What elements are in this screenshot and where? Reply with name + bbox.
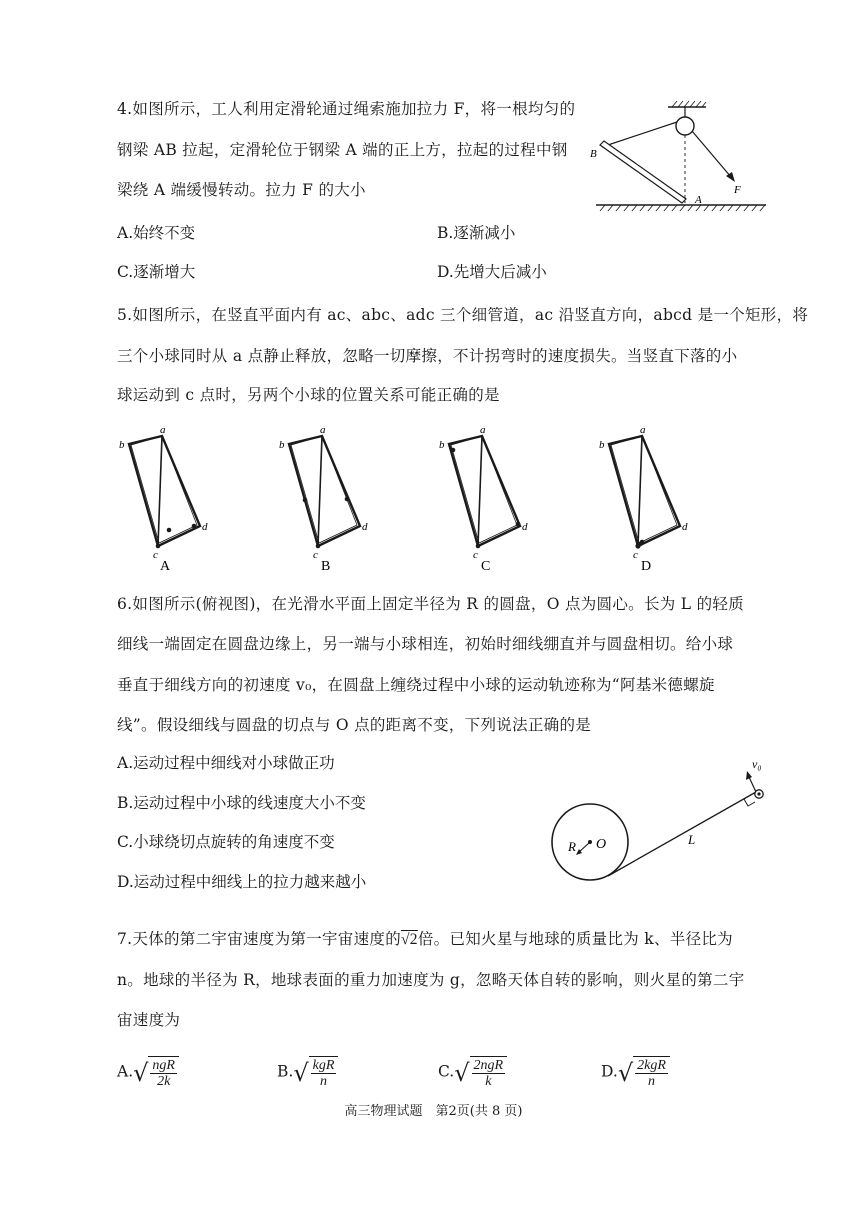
q4-option-c: C.逐渐增大 (117, 263, 196, 281)
label-d: d (202, 521, 208, 533)
ball-adc (345, 497, 350, 502)
rectangle-abcd (289, 436, 360, 546)
vertical-tube-ac (158, 436, 162, 546)
q6-option-b: B.运动过程中小球的线速度大小不变 (117, 794, 366, 812)
rectangle-abcd (609, 436, 680, 546)
ball-adc (192, 524, 197, 529)
q4-option-d: D.先增大后减小 (437, 263, 547, 281)
label-c: c (473, 549, 478, 561)
q5-figure-d (592, 420, 702, 575)
ball-abc (303, 498, 308, 503)
caption-c: C (481, 559, 491, 574)
q6-line2: 细线一端固定在圆盘边缘上，另一端与小球相连，初始时细线绷直并与圆盘相切。给小球 (117, 635, 734, 653)
q7-option-a (117, 1056, 179, 1089)
label-o: O (596, 837, 607, 852)
label-b: b (439, 439, 445, 451)
q4-line1: 4.如图所示，工人利用定滑轮通过绳索施加拉力 F，将一根均匀的 (117, 100, 576, 118)
fraction (148, 1056, 179, 1089)
caption-d: D (641, 559, 652, 574)
rectangle-abcd (449, 436, 520, 546)
label-b: B (590, 148, 597, 160)
q7-line3: 宙速度为 (117, 1011, 181, 1029)
q7-option-d (601, 1056, 670, 1089)
option-letter: D. (601, 1062, 618, 1081)
velocity-line (749, 777, 756, 792)
q6-line4: 线”。假设细线与圆盘的切点与 O 点的距离不变，下列说法正确的是 (117, 716, 592, 734)
denominator: n (647, 1074, 655, 1089)
numerator: 2ngR (473, 1058, 504, 1073)
fraction (470, 1056, 508, 1089)
ground-hatch (600, 205, 765, 211)
caption-b: B (321, 559, 331, 574)
q7-option-c (438, 1056, 507, 1089)
pulley-icon (676, 117, 694, 135)
ball-adc (640, 540, 645, 545)
q5-line1: 5.如图所示，在竖直平面内有 ac、abc、adc 三个细管道，ac 沿竖直方向，abcd 是一个矩形，将 (117, 306, 809, 324)
label-a: a (320, 424, 326, 436)
sqrt2-symbol: √2 (401, 931, 418, 948)
ball-abc (167, 528, 172, 533)
numerator: 2kgR (637, 1058, 666, 1073)
q6-line3: 垂直于细线方向的初速度 v₀，在圆盘上缠绕过程中小球的运动轨迹称为“阿基米德螺旋 (117, 676, 715, 694)
steel-beam-ab (600, 141, 686, 203)
label-l: L (688, 832, 696, 847)
vertical-tube-ac (318, 436, 322, 546)
fraction (309, 1056, 339, 1089)
label-v0: v₀ (752, 757, 762, 771)
q7-option-b (277, 1056, 338, 1089)
q4-line2: 钢梁 AB 拉起，定滑轮位于钢梁 A 端的正上方，拉起的过程中钢 (117, 141, 568, 159)
label-b: b (119, 439, 125, 451)
vertical-tube-ac (478, 436, 482, 546)
q7-line1 (117, 929, 733, 950)
option-letter: A. (117, 1062, 134, 1081)
q5-figure-a (112, 420, 222, 575)
caption-a: A (160, 559, 171, 574)
q7-line2: n。地球的半径为 R，地球表面的重力加速度为 g，忽略天体自转的影响，则火星的第二宇 (117, 971, 745, 989)
ball-adc (516, 522, 521, 527)
q7-line1-start: 7.天体的第二宇宙速度为第一宇宙速度的 (117, 930, 401, 948)
denominator: 2k (157, 1074, 171, 1089)
sqrt-icon: √ (133, 1058, 149, 1087)
page-footer: 高三物理试题 第2页(共 8 页) (344, 1104, 523, 1119)
q6-line1: 6.如图所示(俯视图)，在光滑水平面上固定半径为 R 的圆盘，O 点为圆心。长为 L 的轻质 (117, 595, 744, 613)
denominator: k (485, 1074, 492, 1089)
label-b: b (279, 439, 285, 451)
option-letter: C. (438, 1062, 455, 1081)
q6-option-a: A.运动过程中细线对小球做正功 (117, 754, 335, 772)
vertical-tube-ac (638, 436, 642, 546)
rope-force (692, 131, 731, 177)
option-letter: B. (277, 1062, 294, 1081)
q5-line3: 球运动到 c 点时，另两个小球的位置关系可能正确的是 (117, 386, 500, 404)
ceiling-hatch (672, 101, 706, 107)
label-a: a (640, 424, 646, 436)
q4-option-a: A.始终不变 (117, 224, 196, 242)
label-a: a (160, 424, 166, 436)
sqrt-icon: √ (293, 1058, 309, 1087)
q5-figure-c (432, 420, 542, 575)
rectangle-abcd (129, 436, 200, 546)
label-a: A (695, 194, 702, 206)
label-c: c (153, 549, 158, 561)
ball-abc (451, 448, 456, 453)
ball-c (476, 544, 481, 549)
right-angle-mark (744, 799, 755, 806)
ball-c (316, 544, 321, 549)
q7-line1-end: 倍。已知火星与地球的质量比为 k、半径比为 (417, 930, 733, 948)
q6-option-d: D.运动过程中细线上的拉力越来越小 (117, 873, 367, 891)
rope-to-b (602, 122, 677, 147)
label-c: c (313, 549, 318, 561)
label-c: c (633, 549, 638, 561)
label-r: R (568, 839, 576, 854)
label-d: d (682, 521, 688, 533)
ball-c (156, 544, 161, 549)
q6-option-c: C.小球绕切点旋转的角速度不变 (117, 833, 335, 851)
string-l (608, 792, 756, 876)
q4-pulley-figure (588, 95, 773, 220)
q5-line2: 三个小球同时从 a 点静止释放，忽略一切摩擦，不计拐弯时的速度损失。当竖直下落的小 (117, 347, 738, 365)
q4-line3: 梁绕 A 端缓慢转动。拉力 F 的大小 (117, 181, 366, 199)
label-b: b (599, 439, 605, 451)
q6-disk-figure (548, 752, 778, 897)
velocity-arrow-icon (746, 771, 752, 780)
sqrt-icon: √ (454, 1058, 470, 1087)
q4-option-b: B.逐渐减小 (437, 224, 516, 242)
label-d: d (522, 521, 528, 533)
q5-figure-b (272, 420, 382, 575)
label-d: d (362, 521, 368, 533)
fraction (633, 1056, 670, 1089)
label-f: F (734, 184, 741, 196)
numerator: kgR (312, 1058, 335, 1073)
label-a: a (480, 424, 486, 436)
denominator: n (320, 1074, 327, 1089)
numerator: ngR (152, 1058, 175, 1073)
sqrt-icon: √ (617, 1058, 634, 1087)
